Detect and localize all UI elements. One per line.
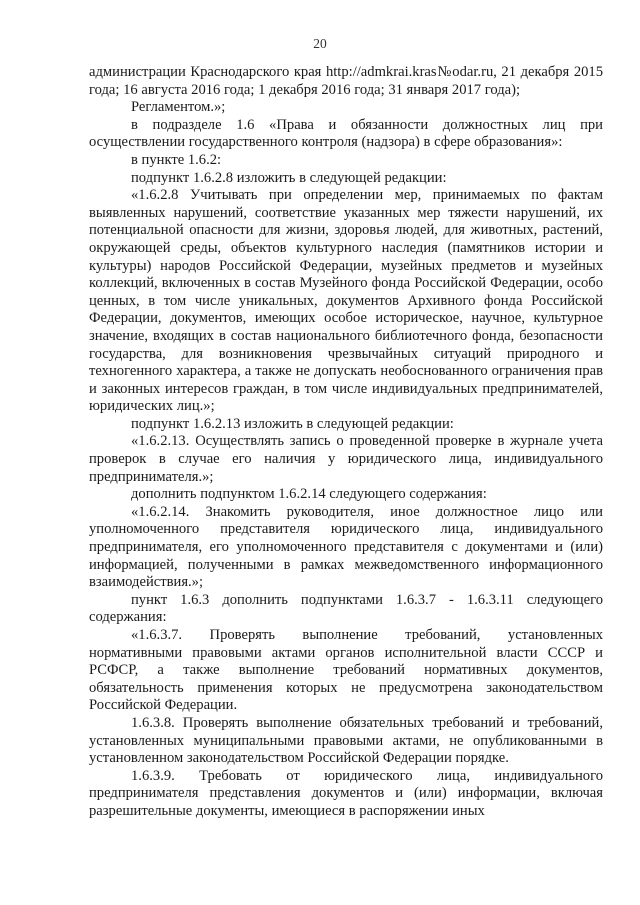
paragraph: пункт 1.6.3 дополнить подпунктами 1.6.3.7 - 1.6.3.11 следующего содержания: <box>89 591 603 626</box>
paragraph: подпункт 1.6.2.8 изложить в следующей редакции: <box>131 169 447 186</box>
paragraph: 1.6.3.8. Проверять выполнение обязательных требований и требований, установленных муниципальными правовыми актами, не опубликованными в установленном законодательством Российской Федерации порядке. <box>89 714 603 767</box>
paragraph: в пункте 1.6.2: <box>131 151 222 168</box>
paragraph: Регламентом.»; <box>131 99 226 116</box>
paragraph: «1.6.2.8 Учитывать при определении мер, принимаемых по фактам выявленных нарушений, соответствие указанных мер тяжести нарушений, их потенциальной опасности для жизни, здоровья людей, для животных, растений, окружающей среды, объектов культурного наследия (памятников истории и культуры) народов Российской Федерации, музейных предметов и музейных коллекций, включенных в состав Музейного фонда Российской Федерации, особо ценных, в том числе уникальных, документов Архивного фонда Российской Федерации, документов, имеющих особое историческое, научное, культурное значение, входящих в состав национального библиотечного фонда, безопасности государства, для возникновения чрезвычайных ситуаций природного и техногенного характера, а также не допускать необоснованного ограничения прав и законных интересов граждан, в том числе индивидуальных предпринимателей, юридических лиц.»; <box>89 187 603 415</box>
paragraph: подпункт 1.6.2.13 изложить в следующей редакции: <box>131 415 454 432</box>
paragraph: дополнить подпунктом 1.6.2.14 следующего содержания: <box>131 486 487 503</box>
paragraph: «1.6.2.14. Знакомить руководителя, иное должностное лицо или уполномоченного представителя юридического лица, индивидуального предпринимателя, его уполномоченного представителя с документами и (или) информацией, полученными в рамках межведомственного информационного взаимодействия.»; <box>89 503 603 591</box>
document-body <box>89 64 603 821</box>
paragraph: «1.6.3.7. Проверять выполнение требований, установленных нормативными правовыми актами органов исполнительной власти СССР и РСФСР, а также выполнение требований нормативных документов, обязательность применения которых не предусмотрена законодательством Российской Федерации. <box>89 627 603 714</box>
paragraph: «1.6.2.13. Осуществлять запись о проведенной проверке в журнале учета проверок в случае его наличия у юридического лица, индивидуального предпринимателя.»; <box>89 433 603 485</box>
page-number: 20 <box>313 36 327 51</box>
paragraph: администрации Краснодарского края http://admkrai.kras№odar.ru, 21 декабря 2015 года; 16 августа 2016 года; 1 декабря 2016 года; 31 января 2017 года); <box>89 64 603 98</box>
paragraph: в подразделе 1.6 «Права и обязанности должностных лиц при осуществлении государственного контроля (надзора) в сфере образования»: <box>89 116 603 151</box>
paragraph: 1.6.3.9. Требовать от юридического лица, индивидуального предпринимателя представления документов и (или) информации, включая разрешительные документы, имеющиеся в распоряжении иных <box>89 767 603 819</box>
